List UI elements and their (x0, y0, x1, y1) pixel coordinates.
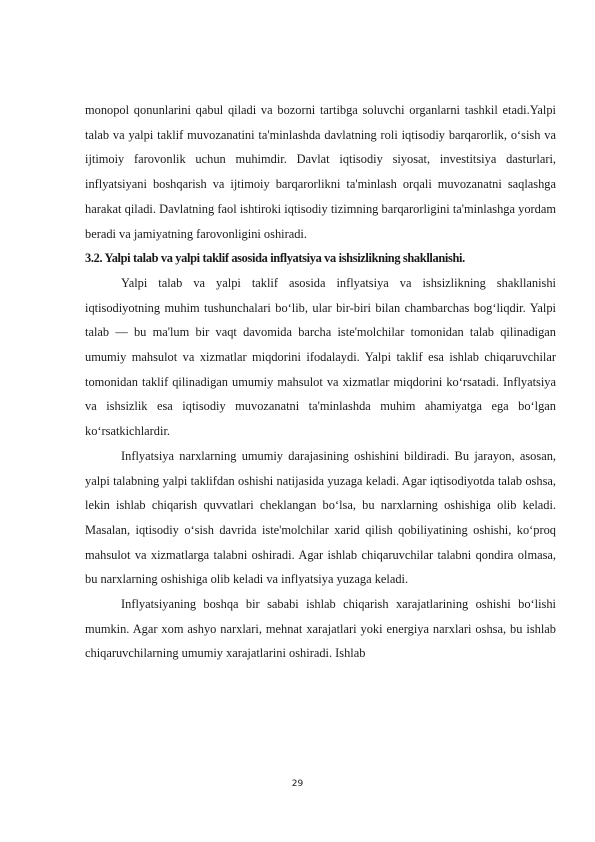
page-number: 29 (291, 779, 304, 789)
page-content (85, 98, 556, 666)
paragraph-demand-supply: Yalpi talab va yalpi taklif asosida inflyatsiya va ishsizlikning shakllanishi iqtisodiyotning muhim tushunchalari boʻlib, ular bir-biri bilan chambarchas bogʻliqdir. Yalpi talab — bu ma'lum bir vaqt davomida barcha iste'molchilar tomonidan talab qilinadigan umumiy mahsulot va xizmatlar miqdorini ifodalaydi. Yalpi taklif esa ishlab chiqaruvchilar tomonidan taklif qilinadigan umumiy mahsulot va xizmatlar miqdorini koʻrsatadi. Inflyatsiya va ishsizlik esa iqtisodiy muvozanatni ta'minlashda muhim ahamiyatga ega boʻlgan koʻrsatkichlardir. (85, 275, 556, 439)
section-heading: 3.2. Yalpi talab va yalpi taklif asosida inflyatsiya va ishsizlikning shakllanishi. (85, 251, 465, 266)
paragraph-inflation: Inflyatsiya narxlarning umumiy darajasining oshishini bildiradi. Bu jarayon, asosan, yalpi talabning yalpi taklifdan oshishi natijasida yuzaga keladi. Agar iqtisodiyotda talab oshsa, lekin ishlab chiqarish quvvatlari cheklangan boʻlsa, bu narxlarning oshishiga olib keladi. Masalan, iqtisodiy oʻsish davrida iste'molchilar xarid qilish qobiliyatining oshishi, koʻproq mahsulot va xizmatlarga talabni oshiradi. Agar ishlab chiqaruvchilar talabni qondira olmasa, bu narxlarning oshishiga olib keladi va inflyatsiya yuzaga keladi. (85, 448, 556, 587)
paragraph-continued: monopol qonunlarini qabul qiladi va bozorni tartibga soluvchi organlarni tashkil etadi.Yalpi talab va yalpi taklif muvozanatini ta'minlashda davlatning roli iqtisodiy barqarorlik, oʻsish va ijtimoiy farovonlik uchun muhimdir. Davlat iqtisodiy siyosat, investitsiya dasturlari, inflyatsiyani boshqarish va ijtimoiy barqarorlikni ta'minlash orqali muvozanatni saqlashga harakat qiladi. Davlatning faol ishtiroki iqtisodiy tizimning barqarorligini ta'minlashga yordam beradi va jamiyatning farovonligini oshiradi. (85, 103, 556, 241)
paragraph-inflation-costs: Inflyatsiyaning boshqa bir sababi ishlab chiqarish xarajatlarining oshishi boʻlishi mumkin. Agar xom ashyo narxlari, mehnat xarajatlari yoki energiya narxlari oshsa, bu ishlab chiqaruvchilarning umumiy xarajatlarini oshiradi. Ishlab (85, 597, 556, 661)
